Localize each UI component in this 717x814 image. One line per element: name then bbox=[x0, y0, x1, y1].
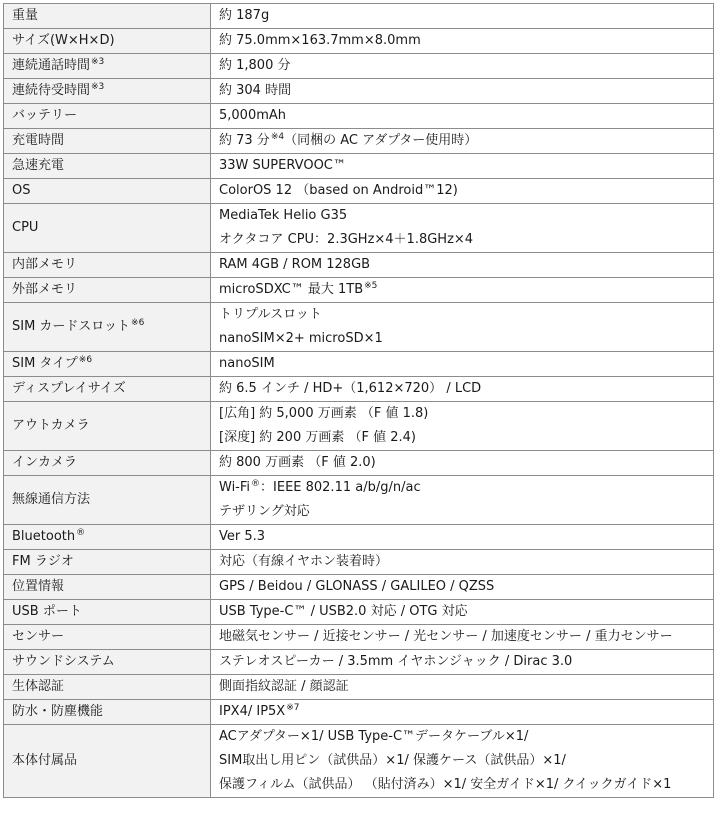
spec-label-cell bbox=[4, 204, 211, 253]
spec-value-line: nanoSIM×2+ microSD×1 bbox=[219, 331, 383, 346]
spec-value-line bbox=[219, 129, 705, 153]
spec-label: 連続通話時間 bbox=[12, 58, 91, 73]
spec-row bbox=[4, 625, 714, 650]
footnote-mark: ® bbox=[76, 528, 86, 538]
spec-value-line: 地磁気センサー / 近接センサー / 光センサー / 加速度センサー / 重力センサー bbox=[219, 629, 673, 644]
spec-row bbox=[4, 600, 714, 625]
spec-value-cell bbox=[211, 352, 714, 377]
spec-label-cell bbox=[4, 29, 211, 54]
spec-value-cell bbox=[211, 600, 714, 625]
spec-value-text: Wi-Fi bbox=[219, 480, 251, 495]
spec-value-cell bbox=[211, 4, 714, 29]
spec-value-line bbox=[219, 278, 705, 302]
spec-label-cell bbox=[4, 550, 211, 575]
spec-value-line: [広角] 約 5,000 万画素 （F 値 1.8) bbox=[219, 406, 429, 421]
spec-row bbox=[4, 204, 714, 253]
footnote-mark: ※3 bbox=[91, 82, 105, 92]
footnote-mark: ※5 bbox=[364, 281, 378, 291]
footnote-mark: ※6 bbox=[131, 318, 145, 328]
spec-label-cell bbox=[4, 278, 211, 303]
spec-row bbox=[4, 675, 714, 700]
spec-value-line: nanoSIM bbox=[219, 356, 275, 371]
spec-value-cell bbox=[211, 303, 714, 352]
spec-label-cell bbox=[4, 104, 211, 129]
spec-row bbox=[4, 278, 714, 303]
spec-label-cell bbox=[4, 451, 211, 476]
spec-label: センサー bbox=[12, 629, 65, 644]
spec-value-text: ：IEEE 802.11 a/b/g/n/ac bbox=[260, 480, 421, 495]
spec-value-cell bbox=[211, 253, 714, 278]
spec-label: OS bbox=[12, 183, 31, 198]
spec-value-line: トリプルスロット bbox=[219, 307, 322, 322]
spec-value-cell bbox=[211, 129, 714, 154]
spec-row bbox=[4, 253, 714, 278]
spec-value-cell bbox=[211, 204, 714, 253]
spec-value-cell bbox=[211, 179, 714, 204]
spec-label-cell bbox=[4, 675, 211, 700]
spec-label-cell bbox=[4, 625, 211, 650]
spec-label-cell bbox=[4, 402, 211, 451]
spec-table bbox=[3, 3, 714, 798]
spec-value-line: ColorOS 12 （based on Android™12) bbox=[219, 183, 458, 198]
spec-label: ディスプレイサイズ bbox=[12, 381, 126, 396]
spec-label-cell bbox=[4, 575, 211, 600]
spec-row bbox=[4, 29, 714, 54]
spec-label: SIM カードスロット bbox=[12, 319, 131, 334]
spec-value-cell bbox=[211, 154, 714, 179]
spec-label-cell bbox=[4, 725, 211, 798]
spec-label-cell bbox=[4, 377, 211, 402]
spec-row bbox=[4, 476, 714, 525]
spec-value-line: ACアダプター×1/ USB Type-C™データケーブル×1/ bbox=[219, 729, 529, 744]
spec-label: SIM タイプ bbox=[12, 356, 78, 371]
spec-value-line: 約 800 万画素 （F 値 2.0) bbox=[219, 455, 376, 470]
spec-value-line: 約 6.5 インチ / HD+（1,612×720） / LCD bbox=[219, 381, 482, 396]
spec-value-line: 側面指紋認証 / 顔認証 bbox=[219, 679, 349, 694]
spec-value-line: Ver 5.3 bbox=[219, 529, 266, 544]
footnote-mark: ※4 bbox=[270, 132, 285, 142]
spec-row bbox=[4, 377, 714, 402]
spec-row bbox=[4, 451, 714, 476]
spec-value-cell bbox=[211, 650, 714, 675]
spec-value-line bbox=[219, 476, 705, 500]
spec-value-text: （同梱の AC アダプター使用時） bbox=[284, 133, 478, 148]
spec-label: インカメラ bbox=[12, 455, 78, 470]
spec-row bbox=[4, 4, 714, 29]
spec-label-cell bbox=[4, 600, 211, 625]
spec-value-line: SIM取出し用ピン（試供品）×1/ 保護ケース（試供品）×1/ bbox=[219, 753, 566, 768]
spec-label: バッテリー bbox=[12, 108, 78, 123]
spec-value-line: オクタコア CPU：2.3GHz×4＋1.8GHz×4 bbox=[219, 232, 474, 247]
spec-value-line: 保護フィルム（試供品） （貼付済み）×1/ 安全ガイド×1/ クイックガイド×1 bbox=[219, 777, 672, 792]
spec-label: アウトカメラ bbox=[12, 418, 90, 433]
spec-row bbox=[4, 550, 714, 575]
spec-label-cell bbox=[4, 154, 211, 179]
spec-label-cell bbox=[4, 129, 211, 154]
spec-value-cell bbox=[211, 54, 714, 79]
spec-value-text: 約 73 分 bbox=[219, 133, 270, 148]
spec-table-body bbox=[4, 4, 714, 798]
spec-label: 位置情報 bbox=[12, 579, 65, 594]
spec-value-line: RAM 4GB / ROM 128GB bbox=[219, 257, 371, 272]
spec-value-cell bbox=[211, 725, 714, 798]
spec-value-line: 約 187g bbox=[219, 8, 270, 23]
spec-row bbox=[4, 104, 714, 129]
footnote-mark: ※7 bbox=[286, 703, 300, 713]
footnote-mark: ※3 bbox=[91, 57, 105, 67]
footnote-mark: ※6 bbox=[78, 355, 93, 365]
spec-value-line: USB Type-C™ / USB2.0 対応 / OTG 対応 bbox=[219, 604, 468, 619]
spec-label-cell bbox=[4, 476, 211, 525]
spec-label: Bluetooth bbox=[12, 529, 76, 544]
spec-value-cell bbox=[211, 402, 714, 451]
spec-value-line: 対応（有線イヤホン装着時） bbox=[219, 554, 389, 569]
spec-value-line: ステレオスピーカー / 3.5mm イヤホンジャック / Dirac 3.0 bbox=[219, 654, 573, 669]
spec-value-cell bbox=[211, 550, 714, 575]
spec-value-cell bbox=[211, 700, 714, 725]
spec-label: サウンドシステム bbox=[12, 654, 115, 669]
spec-label: 本体付属品 bbox=[12, 753, 78, 768]
spec-label: 重量 bbox=[12, 8, 39, 23]
spec-label-cell bbox=[4, 253, 211, 278]
spec-value-cell bbox=[211, 278, 714, 303]
spec-value-cell bbox=[211, 29, 714, 54]
spec-row bbox=[4, 179, 714, 204]
spec-value-line: 約 304 時間 bbox=[219, 83, 292, 98]
spec-label: 無線通信方法 bbox=[12, 492, 91, 507]
spec-row bbox=[4, 54, 714, 79]
spec-value-line: GPS / Beidou / GLONASS / GALILEO / QZSS bbox=[219, 579, 495, 594]
spec-value-line: 約 1,800 分 bbox=[219, 58, 291, 73]
spec-value-cell bbox=[211, 451, 714, 476]
footnote-mark: ® bbox=[251, 479, 261, 489]
spec-row bbox=[4, 650, 714, 675]
spec-row bbox=[4, 700, 714, 725]
spec-row bbox=[4, 154, 714, 179]
spec-value-text: IPX4/ IP5X bbox=[219, 704, 286, 719]
spec-label-cell bbox=[4, 54, 211, 79]
spec-row bbox=[4, 575, 714, 600]
spec-label: USB ポート bbox=[12, 604, 82, 619]
spec-row bbox=[4, 725, 714, 798]
spec-value-line: 5,000mAh bbox=[219, 108, 287, 123]
spec-label: 生体認証 bbox=[12, 679, 65, 694]
spec-label-cell bbox=[4, 525, 211, 550]
spec-label: 外部メモリ bbox=[12, 282, 78, 297]
spec-label-cell bbox=[4, 352, 211, 377]
spec-value-text: microSDXC™ 最大 1TB bbox=[219, 282, 364, 297]
spec-row bbox=[4, 129, 714, 154]
spec-label: サイズ(W×H×D) bbox=[12, 33, 115, 48]
spec-label: CPU bbox=[12, 220, 39, 235]
spec-label-cell bbox=[4, 179, 211, 204]
spec-label: 連続待受時間 bbox=[12, 83, 91, 98]
spec-row bbox=[4, 303, 714, 352]
spec-value-line: テザリング対応 bbox=[219, 504, 310, 519]
spec-value-cell bbox=[211, 575, 714, 600]
spec-label: 内部メモリ bbox=[12, 257, 78, 272]
spec-label-cell bbox=[4, 650, 211, 675]
spec-value-line: MediaTek Helio G35 bbox=[219, 208, 348, 223]
spec-label: 急速充電 bbox=[12, 158, 65, 173]
spec-value-cell bbox=[211, 79, 714, 104]
spec-label: 充電時間 bbox=[12, 133, 65, 148]
spec-row bbox=[4, 352, 714, 377]
spec-row bbox=[4, 79, 714, 104]
spec-label-cell bbox=[4, 700, 211, 725]
spec-value-cell bbox=[211, 104, 714, 129]
spec-value-line: 33W SUPERVOOC™ bbox=[219, 158, 346, 173]
spec-label-cell bbox=[4, 303, 211, 352]
spec-label-cell bbox=[4, 79, 211, 104]
spec-value-cell bbox=[211, 625, 714, 650]
spec-value-cell bbox=[211, 377, 714, 402]
spec-label: FM ラジオ bbox=[12, 554, 74, 569]
spec-value-line: 約 75.0mm×163.7mm×8.0mm bbox=[219, 33, 421, 48]
spec-value-line bbox=[219, 700, 705, 724]
spec-value-line: [深度] 約 200 万画素 （F 値 2.4) bbox=[219, 430, 416, 445]
spec-row bbox=[4, 402, 714, 451]
spec-value-cell bbox=[211, 476, 714, 525]
spec-label: 防水・防塵機能 bbox=[12, 704, 104, 719]
spec-value-cell bbox=[211, 675, 714, 700]
spec-row bbox=[4, 525, 714, 550]
spec-value-cell bbox=[211, 525, 714, 550]
spec-label-cell bbox=[4, 4, 211, 29]
